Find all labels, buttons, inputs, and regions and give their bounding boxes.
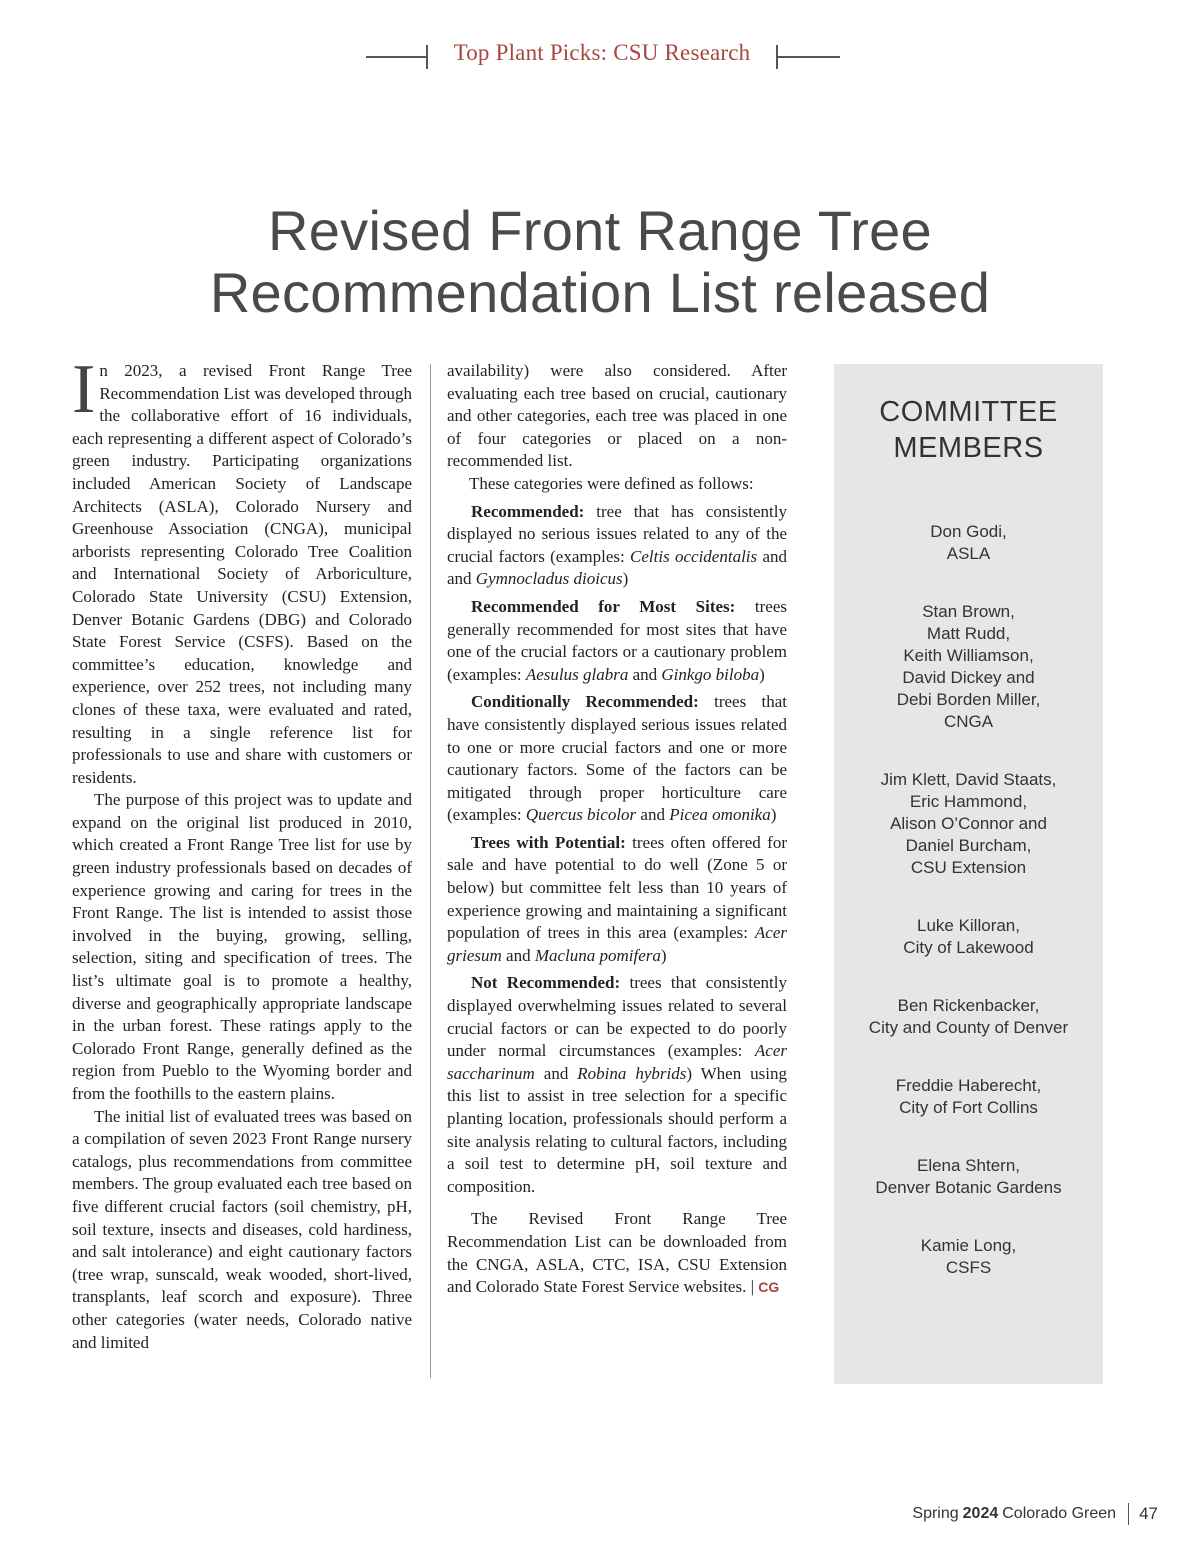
label-conditional: Conditionally Recommended:	[471, 692, 699, 712]
paragraph-purpose: The purpose of this project was to update and expand on the original list produced in 2010, which created a Front Range Tree list for use by green industry professionals based on decades of experience growing and caring for trees in the Front Range. The list is intended to assist those involved in the buying, growing, selling, selection, siting and specification of trees. The list’s ultimate goal is to promote a healthy, diverse and geographically appropriate landscape in the urban forest. These ratings apply to the Colorado Front Range, generally defined as the region from Pueblo to the Wyoming border and from the foothills to the eastern plains.	[72, 790, 412, 1103]
example-species: Celtis occidentalis	[630, 546, 758, 566]
header-rule-right	[778, 56, 840, 58]
end-bar: |	[746, 1277, 759, 1297]
definition-not-recommended: Not Recommended: trees that consistently displayed overwhelming issues related to several crucial factors or can be expected to do poorly under normal circumstances (examples: Acer saccharinum and Robina hybrids) When using this list to assist in tree selection for a specific planting location, professionals should perform a site analysis relating to cultural factors, including a soil test to determine pH, soil texture and composition.	[447, 973, 787, 1196]
label-potential: Trees with Potential:	[471, 832, 626, 852]
label-most-sites: Recommended for Most Sites:	[471, 596, 736, 616]
paragraph-1-text: n 2023, a revised Front Range Tree Recommendation List was developed through the collaborative effort of 16 individuals, each representing a different aspect of Colorado’s green industry. Participating organizations included American Society of Landscape Architects (ASLA), Colorado Nursery and Greenhouse Association (CNGA), municipal arborists representing Colorado Tree Coalition and International Society of Arboriculture, Colorado State University (CSU) Extension, Denver Botanic Gardens (DBG) and Colorado State Forest Service (CSFS). Based on the committee’s education, knowledge and experience, over 252 trees, not including many clones of these taxa, were evaluated and rated, resulting in a single reference list for professionals to use and share with customers or residents.	[72, 361, 412, 787]
example-species: Macluna pomifera	[534, 945, 661, 965]
label-recommended: Recommended:	[471, 501, 585, 521]
committee-group-csu-extension: Jim Klett, David Staats, Eric Hammond, Alison O’Connor and Daniel Burcham, CSU Extension	[880, 770, 1057, 877]
committee-list	[834, 521, 1103, 1279]
committee-group-fort-collins: Freddie Haberecht, City of Fort Collins	[895, 1076, 1042, 1117]
title-line-2: Recommendation List released	[209, 261, 991, 324]
paragraph-continued: availability) were also considered. After evaluating each tree based on crucial, cautionary and other categories, each tree was placed in one of four categories or placed on a non-recommended list.	[447, 361, 787, 471]
example-species: Gymnocladus dioicus	[475, 569, 623, 589]
section-header	[0, 38, 1200, 74]
paragraph-intro	[72, 351, 412, 789]
end-mark: CG	[758, 1279, 780, 1296]
committee-group-cnga: Stan Brown, Matt Rudd, Keith Williamson, David Dickey and Debi Borden Miller, CNGA	[896, 602, 1041, 731]
committee-group-denver: Ben Rickenbacker, City and County of Denver	[868, 996, 1069, 1037]
footer-publication: Colorado Green	[1002, 1505, 1117, 1522]
paragraph-initial-list: The initial list of evaluated trees was based on a compilation of seven 2023 Front Range nursery catalogs, plus recommendations from committee members. The group evaluated each tree based on five different crucial factors (soil chemistry, pH, soil texture, insects and diseases, cold hardiness, and salt intolerance) and eight cautionary factors (tree wrap, sunscald, weak wooded, short-lived, transplants, leaf scorch and exposure). Three other categories (water needs, Colorado native and limited	[72, 1106, 412, 1352]
paragraph-categories-intro: These categories were defined as follows:	[469, 473, 754, 493]
committee-group-asla: Don Godi, ASLA	[930, 522, 1007, 563]
example-species: Acer griesum	[447, 923, 787, 965]
committee-sidebar	[834, 364, 1103, 1384]
section-label: Top Plant Picks: CSU Research	[453, 40, 751, 65]
example-species: Robina hybrids	[577, 1063, 687, 1083]
definition-recommended: Recommended: tree that has consistently displayed no serious issues related to any of the crucial factors (examples: Celtis occidentalis and and Gymnocladus dioicus)	[447, 501, 787, 589]
committee-group-csfs: Kamie Long, CSFS	[920, 1236, 1017, 1277]
paragraph-download: The Revised Front Range Tree Recommendation List can be downloaded from the CNGA, ASLA, CTC, ISA, CSU Extension and Colorado State Forest Service websites. | CG	[447, 1209, 787, 1297]
title-line-1: Revised Front Range Tree	[268, 199, 932, 262]
drop-cap: I	[72, 351, 96, 428]
article-title	[0, 200, 1200, 324]
definition-conditional: Conditionally Recommended: trees that have consistently displayed serious issues related to one or more crucial factors and one or more cautionary factors. Some of the factors can be mitigated through proper horticulture care (examples: Quercus bicolor and Picea omonika)	[447, 692, 787, 825]
page-footer	[912, 1502, 1158, 1526]
example-species: Picea omonika	[669, 805, 771, 825]
column-divider	[430, 364, 431, 1378]
page-number: 47	[1139, 1504, 1158, 1523]
header-rule-left	[366, 56, 428, 58]
definition-most-sites: Recommended for Most Sites: trees generally recommended for most sites that have one of the crucial factors or a cautionary problem (examples: Aesulus glabra and Ginkgo biloba)	[447, 596, 787, 684]
example-species: Aesulus glabra	[525, 664, 629, 684]
example-species: Quercus bicolor	[525, 805, 637, 825]
article-column-2	[447, 360, 787, 1299]
example-species: Acer saccharinum	[447, 1041, 787, 1083]
label-not-recommended: Not Recommended:	[471, 973, 621, 993]
footer-separator	[1128, 1503, 1129, 1525]
committee-group-dbg: Elena Shtern, Denver Botanic Gardens	[875, 1156, 1062, 1197]
footer-season: Spring	[912, 1505, 959, 1522]
definition-potential: Trees with Potential: trees often offered for sale and have potential to do well (Zone 5 or below) but committee felt less than 10 years of experience growing and maintaining a significant population of trees in this area (examples: Acer griesum and Macluna pomifera)	[447, 832, 787, 965]
committee-group-lakewood: Luke Killoran, City of Lakewood	[903, 916, 1034, 957]
article-column-1	[72, 351, 412, 1354]
example-species: Ginkgo biloba	[661, 664, 760, 684]
sidebar-title: COMMITTEE MEMBERS	[879, 396, 1058, 464]
footer-year: 2024	[962, 1505, 999, 1522]
